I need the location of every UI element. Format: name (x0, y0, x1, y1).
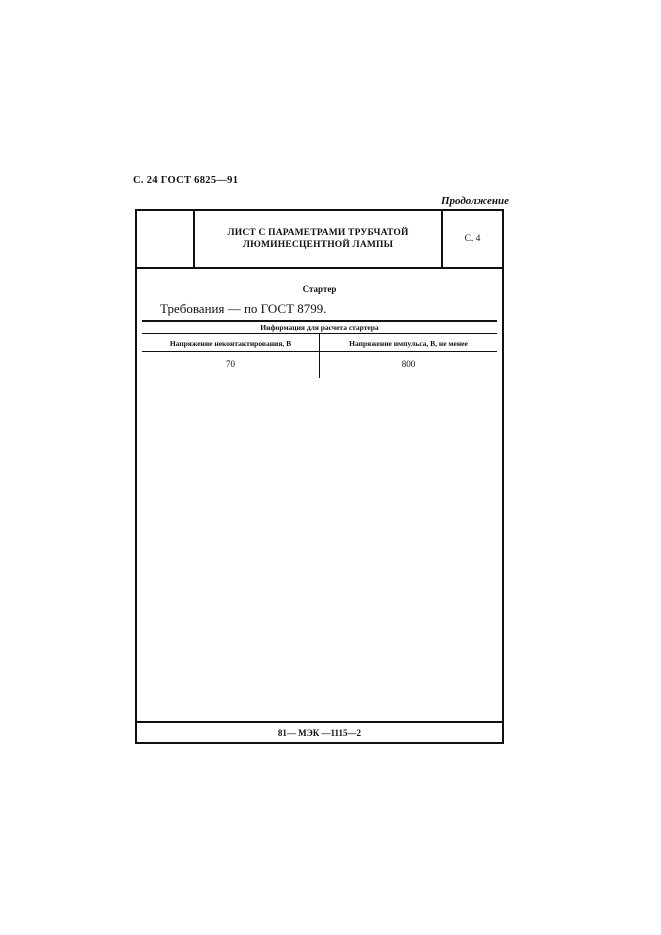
table-header-row (142, 334, 497, 352)
footer-divider (137, 721, 502, 723)
title-block (137, 211, 502, 269)
section-title: Стартер (302, 284, 337, 294)
footer-code: 81— МЭК —1115—2 (277, 728, 362, 738)
requirements-text: Требования — по ГОСТ 8799. (160, 301, 327, 316)
title-block-left-cell (137, 211, 195, 267)
sheet-number: С. 4 (464, 234, 481, 244)
table-cell: 800 (401, 359, 416, 369)
table-cell: 70 (142, 352, 320, 378)
title-block-title (195, 211, 443, 267)
page-header: С. 24 ГОСТ 6825—91 (133, 175, 239, 186)
document-frame (135, 209, 504, 744)
table-caption: Информация для расчета стартера (142, 320, 497, 334)
column-header: Напряжение импульса, В, не менее (349, 339, 468, 348)
title-line-2: ЛЮМИНЕСЦЕНТНОЙ ЛАМПЫ (242, 240, 394, 250)
starter-info-table (142, 320, 497, 378)
continuation-label: Продолжение (440, 195, 509, 207)
title-line-1: ЛИСТ С ПАРАМЕТРАМИ ТРУБЧАТОЙ (227, 228, 409, 238)
column-header: Напряжение неконтактирования, В (142, 334, 320, 351)
table-row (142, 352, 497, 378)
